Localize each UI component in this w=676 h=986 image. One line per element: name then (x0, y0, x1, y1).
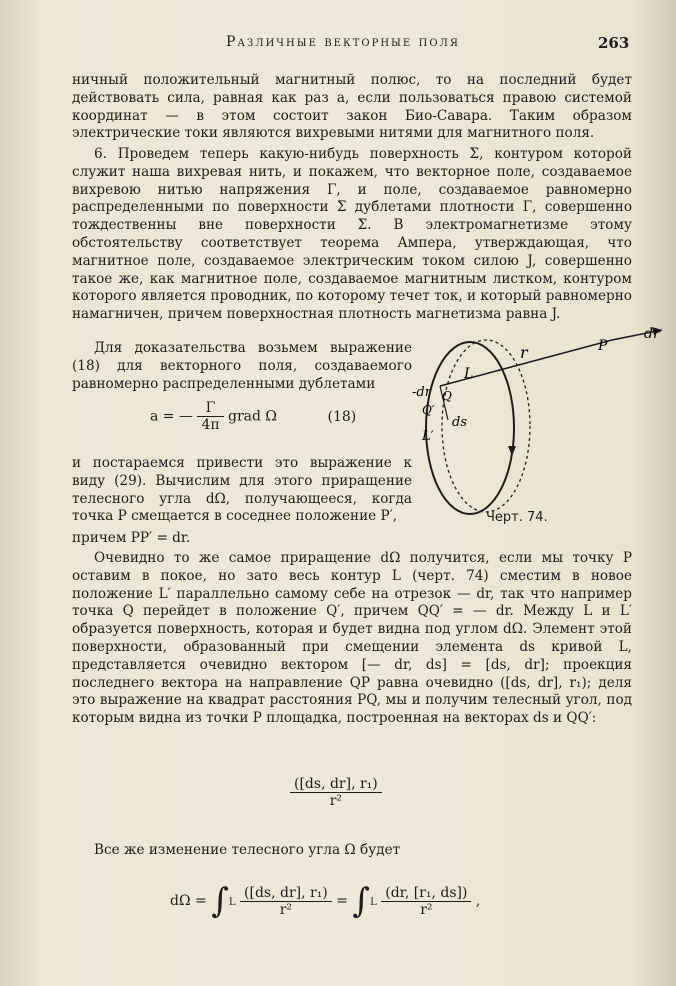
paragraph-1-text: ничный положительный магнитный полюс, то на последний будет действовать сила, равная как раз a, если пользоваться правою системой координат — в этом состоит закон Био-Савара. Таким образом электрические токи являются вихревыми нитями для магнитного поля. (72, 72, 632, 142)
label-Lp: L′ (422, 429, 434, 444)
formula-last-denominator-1: r² (279, 901, 293, 918)
page-number: 263 (598, 34, 630, 52)
formula-last-lhs: dΩ = (170, 893, 207, 909)
paragraph-7 (72, 842, 632, 860)
formula-middle (290, 776, 382, 809)
label-r: r (520, 343, 528, 362)
integral-1-subscript: L (228, 897, 236, 908)
paragraph-7-text: Все же изменение телесного угла Ω будет (94, 842, 401, 858)
formula-18-rhs: grad Ω (228, 408, 278, 425)
running-header (0, 34, 676, 56)
paragraph-3 (72, 340, 412, 393)
formula-middle-denominator: r² (329, 793, 343, 809)
integral-2-subscript: L (370, 897, 377, 908)
label-minus-dr: -dr (412, 385, 431, 400)
paragraph-4-text: и постараемся привести это выражение к виду (29). Вычислим для этого приращение телесного угла dΩ, получающееся, когда точка P смещается в соседнее положение P′, (72, 455, 412, 525)
paragraph-3-text: Для доказательства возьмем выражение (18) для векторного поля, создаваемого равномерно распределенными дублетами (72, 340, 412, 392)
formula-last-equals: = (336, 893, 348, 909)
paragraph-6 (72, 550, 632, 728)
integral-sign-2: ∫ (352, 881, 371, 921)
integral-sign-1: ∫ (211, 881, 229, 921)
formula-middle-numerator: ([ds, dr], r₁) (290, 776, 382, 793)
label-dr: dr (644, 326, 660, 342)
formula-middle-fraction (290, 776, 382, 809)
paragraph-1 (72, 72, 632, 143)
label-Qp: Q′ (422, 403, 435, 417)
figure-caption: Черт. 74. (486, 510, 548, 525)
label-ds: ds (452, 415, 467, 430)
formula-last (170, 881, 481, 921)
paragraph-5-text: причем PP′ = dr. (72, 530, 191, 546)
header-title: Различные векторные поля (226, 34, 460, 50)
paragraph-2-text: 6. Проведем теперь какую-нибудь поверхность Σ, контуром которой служит наша вихревая нить, и покажем, что векторное поле, создаваемое вихревою нитью напряжения Γ, и поле, создаваемое равномерно распределенными по поверхности Σ дублетами плотности Γ, совершенно тождественны вне поверхности Σ. В электромагнетизме этому обстоятельству соответствует теорема Ампера, утверждающая, что магнитное поле, создаваемое электрическим током силою J, совершенно такое же, как магнитное поле, создаваемое магнитным листком, контуром которого является проводник, по которому течет ток, и который равномерно намагничен, причем поверхностная плотность магнетизма равна J. (72, 146, 632, 323)
formula-18 (150, 400, 356, 433)
formula-last-numerator-2: (dr, [r₁, ds]) (381, 885, 471, 902)
label-L: L (464, 366, 474, 382)
formula-18-lhs: a = — (150, 408, 193, 425)
contour-arrowhead (508, 446, 516, 456)
formula-last-numerator-1: ([ds, dr], r₁) (240, 885, 332, 902)
formula-18-fraction (197, 400, 223, 433)
label-Q: Q (442, 389, 452, 403)
formula-last-fraction-1 (240, 885, 332, 918)
formula-18-denominator: 4π (201, 417, 220, 433)
label-P: P (598, 338, 608, 354)
formula-last-comma: , (475, 893, 481, 909)
formula-last-fraction-2 (381, 885, 471, 918)
paragraph-2 (72, 146, 632, 324)
formula-18-label: (18) (327, 408, 357, 425)
formula-18-numerator: Γ (197, 400, 223, 417)
formula-last-denominator-2: r² (420, 901, 433, 918)
paragraph-4 (72, 455, 412, 526)
paragraph-6-text: Очевидно то же самое приращение dΩ получится, если мы точку P оставим в покое, но зато весь контур L (черт. 74) сместим в новое положение L′ параллельно самому себе на отрезок — dr, так что например точка Q перейдет в положение Q′, причем QQ′ = — dr. Между L и L′ образуется поверхность, которая и будет видна под углом dΩ. Элемент этой поверхности, образованный при смещении элемента ds кривой L, представляется очевидно вектором [— dr, ds] = [ds, dr]; проекция последнего вектора на направление QP равна очевидно ([ds, dr], r₁); деля это выражение на квадрат расстояния PQ, мы и получим телесный угол, под которым видна из точки P площадка, построенная на векторах ds и QQ′: (72, 550, 632, 727)
